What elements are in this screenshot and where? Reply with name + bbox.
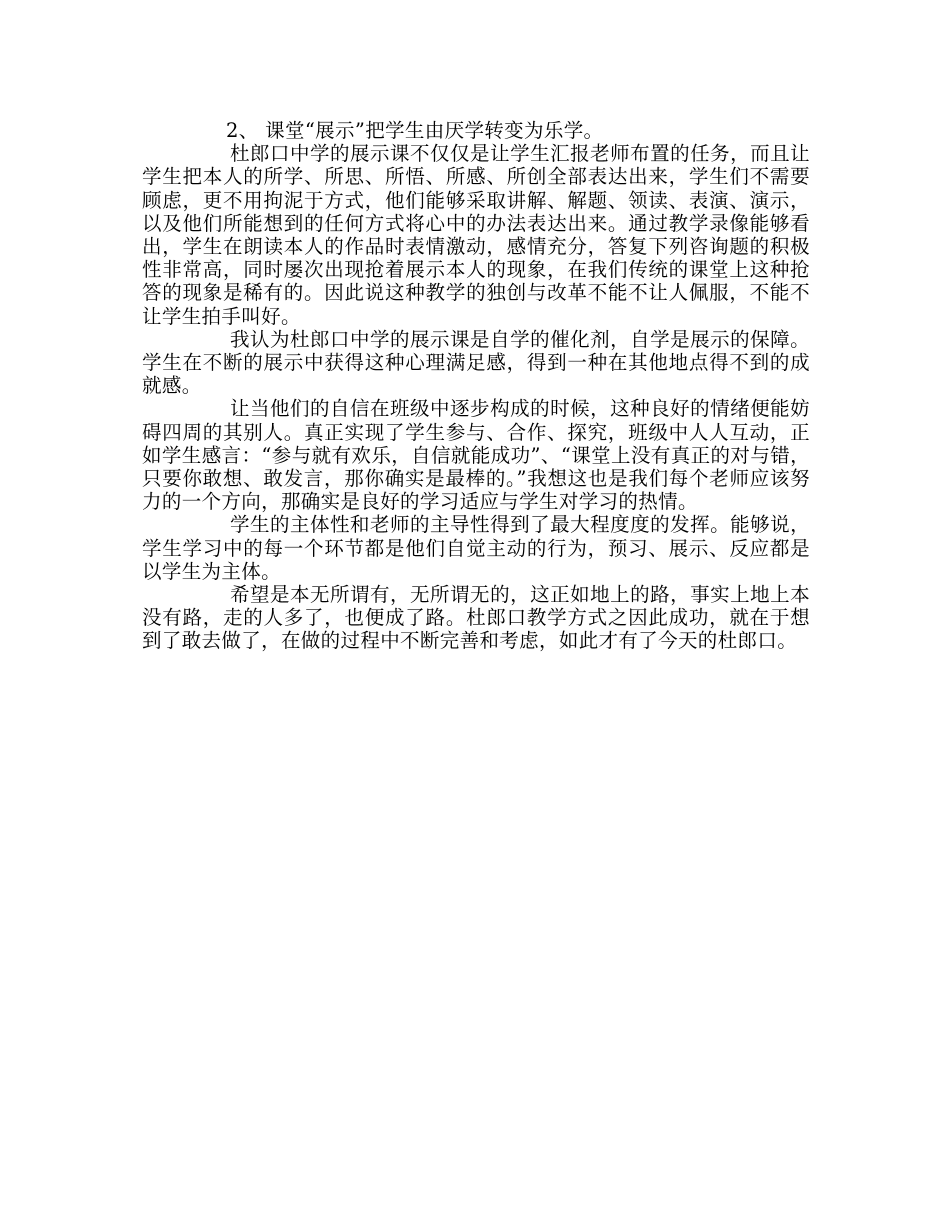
- section-heading: 2、 课堂“展示”把学生由厌学转变为乐学。: [226, 119, 604, 142]
- paragraph-3: 让当他们的自信在班级中逐步构成的时候，这种良好的情绪便能妨碍四周的其别人。真正实现了学生参与、合作、探究，班级中人人互动，正如学生感言：“参与就有欢乐，自信就能成功”、“课堂上没有真正的对与错，只要你敢想、敢发言，那你确实是最棒的。”我想这也是我们每个老师应该努力的一个方向，那确实是良好的学习适应与学生对学习的热情。: [142, 397, 810, 514]
- paragraph-1: 杜郎口中学的展示课不仅仅是让学生汇报老师布置的任务，而且让学生把本人的所学、所思、所悟、所感、所创全部表达出来，学生们不需要顾虑，更不用拘泥于方式，他们能够采取讲解、解题、领读、表演、演示，以及他们所能想到的任何方式将心中的办法表达出来。通过教学录像能够看出，学生在朗读本人的作品时表情激动，感情充分，答复下列咨询题的积极性非常高，同时屡次出现抢着展示本人的现象，在我们传统的课堂上这种抢答的现象是稀有的。因此说这种教学的独创与改革不能不让人佩服，不能不让学生拍手叫好。: [142, 142, 810, 328]
- document-body: [142, 119, 810, 653]
- paragraph-2: 我认为杜郎口中学的展示课是自学的催化剂，自学是展示的保障。学生在不断的展示中获得这种心理满足感，得到一种在其他地点得不到的成就感。: [142, 327, 810, 398]
- paragraph-4: 学生的主体性和老师的主导性得到了最大程度度的发挥。能够说，学生学习中的每一个环节都是他们自觉主动的行为，预习、展示、反应都是以学生为主体。: [142, 513, 810, 583]
- paragraph-5: 希望是本无所谓有，无所谓无的，这正如地上的路，事实上地上本没有路，走的人多了，也便成了路。杜郎口教学方式之因此成功，就在于想到了敢去做了，在做的过程中不断完善和考虑，如此才有了今天的杜郎口。: [142, 583, 810, 653]
